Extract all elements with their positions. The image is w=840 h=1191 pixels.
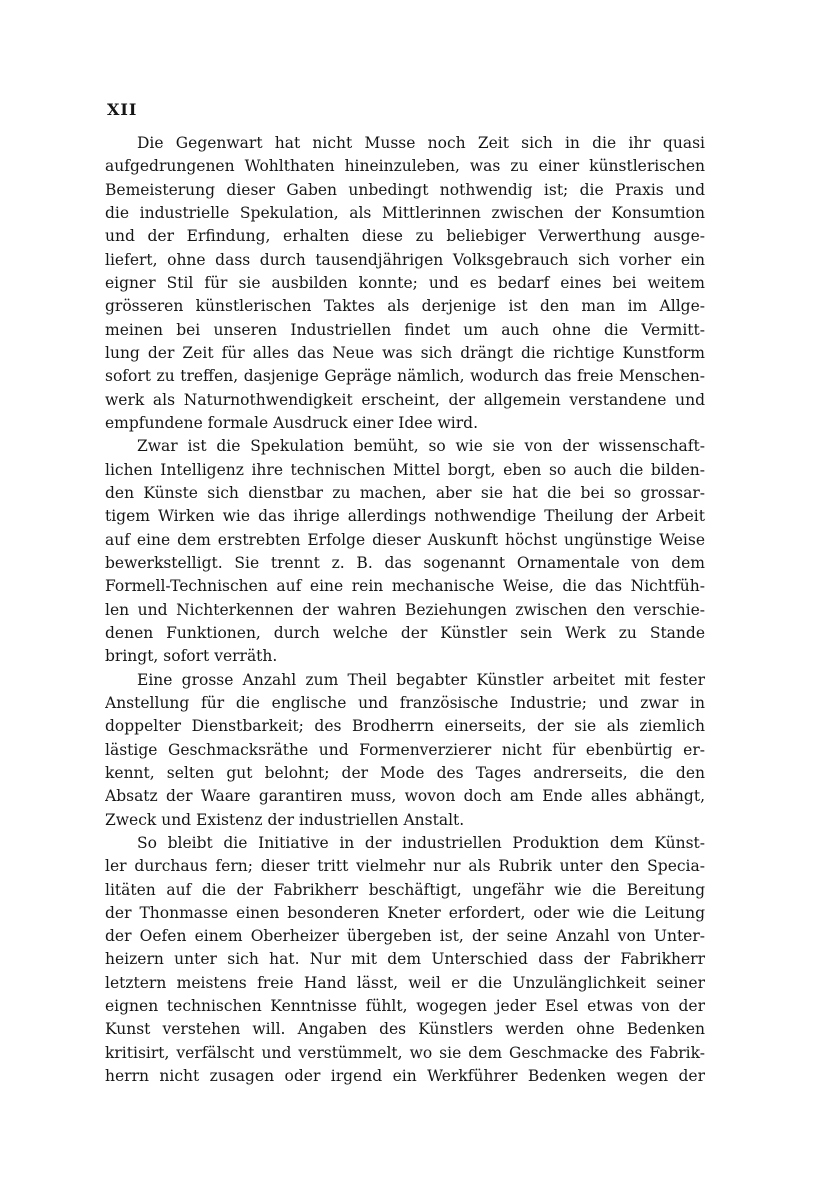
text-line: So bleibt die Initiative in der industriellen Produktion dem Künst- bbox=[137, 833, 705, 852]
text-line: empfundene formale Ausdruck einer Idee wird. bbox=[105, 413, 479, 432]
text-line: kennt, selten gut belohnt; der Mode des Tages andrerseits, die den bbox=[105, 763, 705, 782]
text-line: len und Nichterkennen der wahren Beziehungen zwischen den verschie- bbox=[105, 600, 705, 619]
text-line: Zwar ist die Spekulation bemüht, so wie sie von der wissenschaft- bbox=[137, 437, 705, 456]
text-line: herrn nicht zusagen oder irgend ein Werkführer Bedenken wegen der bbox=[105, 1067, 705, 1086]
text-line: ler durchaus fern; dieser tritt vielmehr nur als Rubrik unter den Specia- bbox=[105, 857, 705, 876]
text-line: Formell-Technischen auf eine rein mechanische Weise, die das Nichtfüh- bbox=[105, 577, 705, 596]
paragraph bbox=[105, 832, 705, 1089]
text-line: kritisirt, verfälscht und verstümmelt, wo sie dem Geschmacke des Fabrik- bbox=[105, 1043, 705, 1062]
text-line: meinen bei unseren Industriellen findet um auch ohne die Vermitt- bbox=[105, 320, 705, 339]
paragraph bbox=[105, 132, 705, 435]
text-line: eignen technischen Kenntnisse fühlt, wogegen jeder Esel etwas von der bbox=[105, 997, 705, 1016]
text-line: denen Funktionen, durch welche der Künstler sein Werk zu Stande bbox=[105, 623, 705, 642]
body-text bbox=[105, 132, 705, 1088]
text-line: litäten auf die der Fabrikherr beschäftigt, ungefähr wie die Bereitung bbox=[105, 880, 705, 899]
text-line: heizern unter sich hat. Nur mit dem Unterschied dass der Fabrikherr bbox=[105, 950, 705, 969]
paragraph bbox=[105, 435, 705, 668]
text-line: und der Erfindung, erhalten diese zu beliebiger Verwerthung ausge- bbox=[105, 227, 705, 246]
text-line: der Thonmasse einen besonderen Kneter erfordert, oder wie die Leitung bbox=[105, 903, 705, 922]
text-line: liefert, ohne dass durch tausendjährigen Volksgebrauch sich vorher ein bbox=[105, 250, 705, 269]
text-line: werk als Naturnothwendigkeit erscheint, der allgemein verstandene und bbox=[105, 390, 705, 409]
text-line: lästige Geschmacksräthe und Formenverzierer nicht für ebenbürtig er- bbox=[105, 740, 705, 759]
text-line: aufgedrungenen Wohlthaten hineinzuleben, was zu einer künstlerischen bbox=[105, 157, 705, 176]
text-line: sofort zu treffen, dasjenige Gepräge nämlich, wodurch das freie Menschen- bbox=[105, 367, 705, 386]
text-line: die industrielle Spekulation, als Mittlerinnen zwischen der Konsumtion bbox=[105, 203, 705, 222]
text-line: tigem Wirken wie das ihrige allerdings nothwendige Theilung der Arbeit bbox=[105, 507, 705, 526]
text-line: bewerkstelligt. Sie trennt z. B. das sogenannt Ornamentale von dem bbox=[105, 553, 705, 572]
text-line: lung der Zeit für alles das Neue was sich drängt die richtige Kunstform bbox=[105, 343, 705, 362]
text-line: Absatz der Waare garantiren muss, wovon doch am Ende alles abhängt, bbox=[105, 787, 705, 806]
text-line: den Künste sich dienstbar zu machen, aber sie hat die bei so grossar- bbox=[105, 483, 705, 502]
paragraph bbox=[105, 669, 705, 832]
text-line: Zweck und Existenz der industriellen Anstalt. bbox=[105, 810, 465, 829]
text-line: Anstellung für die englische und französische Industrie; und zwar in bbox=[105, 693, 705, 712]
text-line: lichen Intelligenz ihre technischen Mittel borgt, eben so auch die bilden- bbox=[105, 460, 705, 479]
text-line: grösseren künstlerischen Taktes als derjenige ist den man im Allge- bbox=[105, 297, 705, 316]
text-line: doppelter Dienstbarkeit; des Brodherrn einerseits, der sie als ziemlich bbox=[105, 717, 705, 736]
text-line: eigner Stil für sie ausbilden konnte; und es bedarf eines bei weitem bbox=[105, 273, 705, 292]
text-line: Eine grosse Anzahl zum Theil begabter Künstler arbeitet mit fester bbox=[137, 670, 705, 689]
text-line: Die Gegenwart hat nicht Musse noch Zeit sich in die ihr quasi bbox=[137, 134, 705, 152]
text-line: Kunst verstehen will. Angaben des Künstlers werden ohne Bedenken bbox=[105, 1020, 705, 1039]
page-number: XII bbox=[107, 100, 138, 119]
text-line: bringt, sofort verräth. bbox=[105, 647, 278, 666]
text-line: auf eine dem erstrebten Erfolge dieser Auskunft höchst ungünstige Weise bbox=[105, 530, 705, 549]
text-line: der Oefen einem Oberheizer übergeben ist, der seine Anzahl von Unter- bbox=[105, 927, 705, 946]
text-line: Bemeisterung dieser Gaben unbedingt nothwendig ist; die Praxis und bbox=[105, 180, 705, 199]
text-line: letztern meistens freie Hand lässt, weil er die Unzulänglichkeit seiner bbox=[105, 973, 705, 992]
